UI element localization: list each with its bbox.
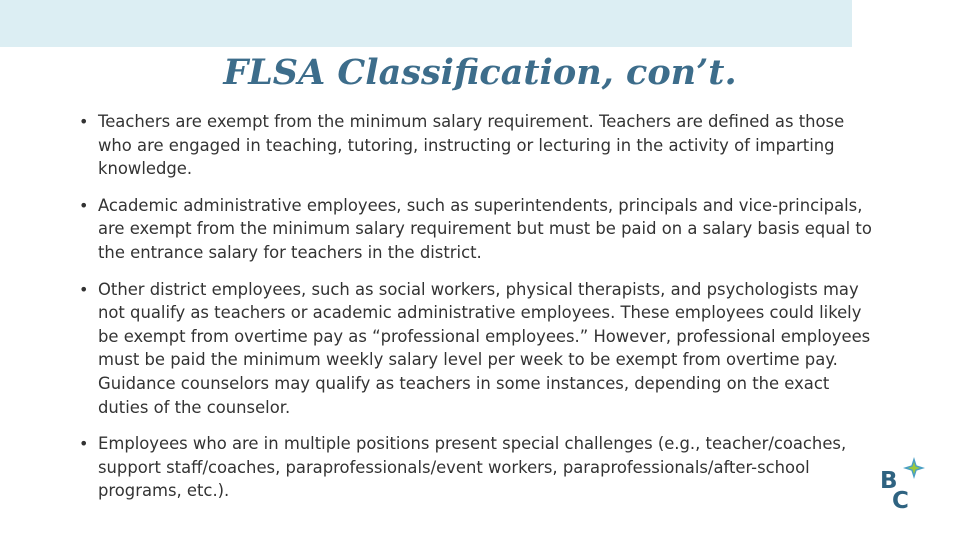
bullet-text: Academic administrative employees, such as superintendents, principals and vice-principals, are exempt from the minimum salary requirement but must be paid on a salary basis equal to the entrance salary for teachers in the district. [98,195,872,262]
bullet-text: Other district employees, such as social workers, physical therapists, and psychologists may not qualify as teachers or academic administrative employees. These employees could likely be exempt from overtime pay as “professional employees.” However, professional employees must be paid the minimum weekly salary level per week to be exempt from overtime pay. Guidance counselors may qualify as teachers in some instances, depending on the exact duties of the counselor. [98,279,871,417]
bullet-dot-icon: • [79,112,89,131]
bc-logo [876,456,936,516]
bullet-item-other-employees [76,278,878,420]
logo-letter-b: B [880,468,898,494]
bullet-dot-icon: • [79,434,89,454]
bullet-text: Employees who are in multiple positions present special challenges (e.g., teacher/coaches, support staff/coaches, paraprofessionals/event workers, paraprofessionals/after-school programs, etc.). [98,434,847,501]
header-band [0,0,852,47]
bullet-text: Teachers are exempt from the minimum salary requirement. Teachers are defined as those who are engaged in teaching, tutoring, instructing or lecturing in the activity of imparting knowledge. [98,112,845,179]
bullet-list [76,110,878,516]
sparkle-star-icon [902,456,926,480]
bullet-dot-icon: • [79,279,89,299]
bullet-item-teachers [76,110,878,181]
bullet-item-administrators [76,194,878,265]
bullet-dot-icon: • [79,195,89,215]
bullet-item-multiple-positions [76,432,878,503]
slide-title: FLSA Classification, con’t. [223,52,737,93]
logo-letter-c: C [892,488,909,514]
